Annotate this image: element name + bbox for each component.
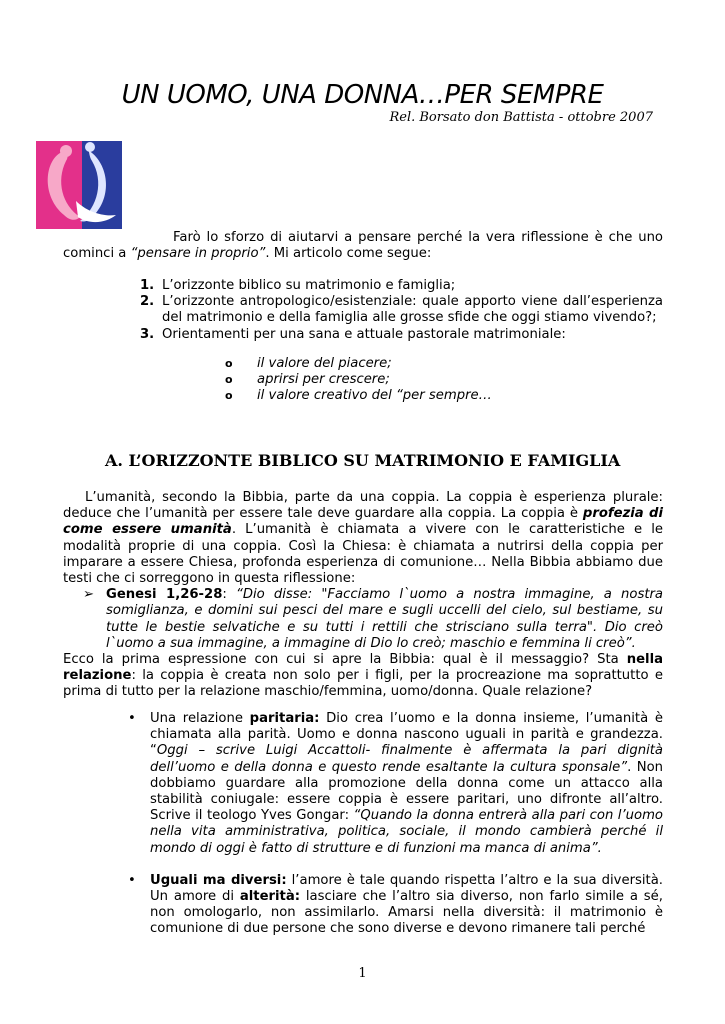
sub-outline-list: [225, 356, 492, 405]
list-item: 2. L’orizzonte antropologico/esistenziale: quale apporto viene dall’esperienza del matrimonio e della famiglia alle grosse sfide che oggi stiamo vivendo?;: [140, 294, 663, 326]
bullet-dot-icon: •: [128, 711, 136, 726]
quote-item: ➢ Genesi 1,26-28: “Dio disse: "Facciamo l`uomo a nostra immagine, a nostra somiglianza, e domini sui pesci del mare e sugli uccelli del cielo, sul bestiame, su tutte le bestie selvatiche e su tutti i rettili che strisciano sulla terra". Dio creò l`uomo a sua immagine, a immagine di Dio lo creò; maschio e femmina li creò”.: [83, 587, 663, 651]
document-subtitle: Rel. Borsato don Battista - ottobre 2007: [389, 110, 653, 125]
list-item: 3. Orientamenti per una sana e attuale pastorale matrimoniale:: [140, 326, 566, 342]
arrow-bullet-icon: ➢: [83, 587, 95, 603]
bullet-list: [128, 711, 663, 938]
outline-list: [140, 278, 663, 343]
intro-paragraph: Farò lo sforzo di aiutarvi a pensare perché la vera riflessione è che uno cominci a “pensare in proprio”. Mi articolo come segue:: [63, 230, 663, 262]
section-heading: A. L’ORIZZONTE BIBLICO SU MATRIMONIO E FAMIGLIA: [105, 451, 621, 470]
bullet-dot-icon: o: [225, 389, 233, 403]
list-item: o il valore creativo del “per sempre…: [225, 388, 492, 404]
bullet-dot-icon: o: [225, 373, 233, 387]
list-item: • Uguali ma diversi: l’amore è tale quando rispetta l’altro e la sua diversità. Un amore di alterità: lasciare che l’altro sia diverso, non farlo simile a sé, non omologarlo, non assimilarlo. Amarsi nella diversità: il matrimonio è comunione di due persone che sono diverse e devono rimanere tali perché: [128, 872, 664, 937]
paragraph: Ecco la prima espressione con cui si apre la Bibbia: qual è il messaggio? Sta nella relazione: la coppia è creata non solo per i figli, per la procreazione ma soprattutto e prima di tutto per la relazione maschio/femmina, uomo/donna. Quale relazione?: [63, 652, 663, 700]
list-item: • Una relazione paritaria: Dio crea l’uomo e la donna insieme, l’umanità è chiamata alla parità. Uomo e donna nascono uguali in parità e grandezza. “Oggi – scrive Luigi Accattoli- finalmente è affermata la pari dignità dell’uomo e della donna e questo rende esaltante la cultura sponsale”. Non dobbiamo guardare alla promozione della donna come un attacco alla stabilità coniugale: essere coppia è essere paritari, uno difronte all’altro. Scrive il teologo Yves Gongar: “Quando la donna entrerà alla pari con l’uomo nella vita amministrativa, politica, sociale, il mondo cambierà perché il mondo di oggi è fatto di strutture e di funzioni ma manca di anima”.: [128, 711, 664, 856]
section-a-body: [63, 490, 663, 701]
paragraph: L’umanità, secondo la Bibbia, parte da una coppia. La coppia è esperienza plurale: deduce che l’umanità per essere tale deve guardare alla coppia. La coppia è profezia di come essere umanità. L’umanità è chiamata a vivere con le caratteristiche e le modalità proprie di una coppia. Così la Chiesa: è chiamata a nutrirsi della coppia per imparare a essere Chiesa, profonda esperienza di comunione… Nella Bibbia abbiamo due testi che ci sorreggono in questa riflessione:: [63, 490, 664, 587]
bullet-dot-icon: o: [225, 357, 233, 370]
list-item: 1. L’orizzonte biblico su matrimonio e famiglia;: [140, 278, 456, 293]
list-item: o il valore del piacere;: [225, 356, 392, 371]
couple-logo: [36, 141, 122, 229]
document-title: UN UOMO, UNA DONNA…PER SEMPRE: [121, 80, 604, 110]
page-number: 1: [358, 966, 367, 981]
list-item: o aprirsi per crescere;: [225, 372, 390, 388]
bullet-dot-icon: •: [128, 872, 136, 888]
